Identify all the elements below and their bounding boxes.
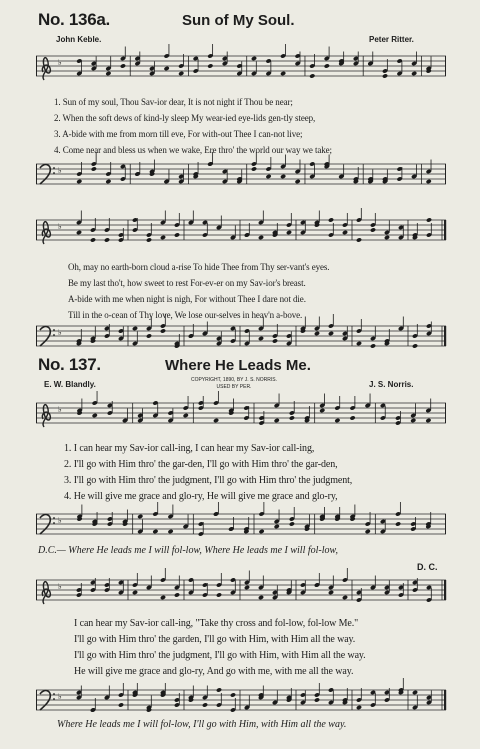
verse-line: 2. When the soft dews of kind-ly sleep My wear-ied eye-lids gen-tly steep, xyxy=(54,113,316,123)
note-head xyxy=(91,166,97,171)
note-head xyxy=(356,341,362,346)
verse-line: 1. I can hear my Sav-ior call-ing, I can hear my Sav-ior call-ing, xyxy=(64,443,315,454)
note-head xyxy=(365,529,371,534)
note-head xyxy=(146,333,152,338)
note-head xyxy=(76,179,82,184)
verse-line: 1. Sun of my soul, Thou Sav-ior dear, It is not night if Thou be near; xyxy=(54,97,293,107)
closing-line: Where He leads me I will fol-low, I'll go with Him, with Him all the way. xyxy=(57,719,347,730)
note-head xyxy=(132,590,138,595)
note-head xyxy=(411,71,417,76)
note-head xyxy=(152,529,158,534)
note-head xyxy=(160,328,166,333)
verse-line: 3. A-bide with me from morn till eve, For with-out Thee I can-not live; xyxy=(54,129,303,139)
note-head xyxy=(280,174,286,179)
note-head xyxy=(265,174,271,179)
verses-block xyxy=(64,441,352,505)
key-signature-icon: ♭ xyxy=(58,166,62,175)
note-head xyxy=(356,705,362,710)
treble-staff xyxy=(36,212,446,260)
note-head xyxy=(174,592,180,597)
final-bar xyxy=(444,580,446,600)
note-head xyxy=(370,343,376,348)
key-signature-icon: ♭ xyxy=(58,692,62,701)
note-head xyxy=(76,230,82,235)
final-bar xyxy=(444,220,446,240)
note-head xyxy=(328,217,334,222)
hymn-number: No. 137. xyxy=(38,355,101,374)
clef-dot xyxy=(53,698,55,700)
note-head xyxy=(274,418,280,423)
final-bar xyxy=(444,326,446,346)
note-head xyxy=(202,702,208,707)
key-signature-icon: ♭ xyxy=(58,405,62,414)
clef-dot xyxy=(53,172,55,174)
verse-line: Till in the o-cean of Thy love, We lose our-selves in heav'n a-bove. xyxy=(68,310,303,320)
verses-block xyxy=(68,259,329,323)
note-head xyxy=(183,413,189,418)
note-head xyxy=(251,56,257,61)
note-head xyxy=(384,235,390,240)
note-head xyxy=(412,343,418,348)
note-head xyxy=(356,237,362,242)
bass-staff xyxy=(36,682,446,718)
verse-line: 3. I'll go with Him thro' the judgment, I'll go with Him thro' the judgment, xyxy=(64,475,353,486)
note-head xyxy=(174,232,180,237)
note-head xyxy=(370,227,376,232)
note-head xyxy=(216,687,222,692)
note-head xyxy=(324,63,330,68)
note-head xyxy=(289,521,295,526)
refrain-line: D.C.— Where He leads me I will fol-low, Where He leads me I will fol-low, xyxy=(38,545,338,556)
bass-staff xyxy=(36,318,446,358)
note-head xyxy=(105,71,111,76)
note-head xyxy=(295,179,301,184)
clef-dot xyxy=(53,167,55,169)
note-head xyxy=(426,217,432,222)
bass-staff xyxy=(36,156,446,204)
note-head xyxy=(342,595,348,600)
verses-block xyxy=(74,616,366,680)
note-head xyxy=(213,418,219,423)
note-head xyxy=(164,66,170,71)
note-head xyxy=(132,326,138,331)
note-head xyxy=(244,585,250,590)
bass-staff xyxy=(36,506,446,542)
note-head xyxy=(334,418,340,423)
note-head xyxy=(342,230,348,235)
hymn-number: No. 136a. xyxy=(38,10,110,29)
final-bar xyxy=(444,690,446,710)
verse-line: Be my last tho't, how sweet to rest For-ev-er on my Sav-ior's breast. xyxy=(68,278,306,288)
note-head xyxy=(105,179,111,184)
note-head xyxy=(412,690,418,695)
note-head xyxy=(230,692,236,697)
note-head xyxy=(349,415,355,420)
treble-staff xyxy=(36,572,446,618)
hymn-title: Sun of My Soul. xyxy=(182,12,295,29)
note-head xyxy=(258,595,264,600)
note-head xyxy=(120,63,126,68)
note-head xyxy=(258,336,264,341)
clef-dot xyxy=(53,334,55,336)
note-head xyxy=(90,237,96,242)
note-head xyxy=(319,408,325,413)
note-head xyxy=(426,179,432,184)
verse-line: 4. Come near and bless us when we wake, Ere thro' the world our way we take; xyxy=(54,145,332,155)
note-head xyxy=(280,71,286,76)
note-head xyxy=(382,73,388,78)
note-head xyxy=(167,529,173,534)
da-capo-mark: D. C. xyxy=(417,562,438,572)
note-head xyxy=(146,237,152,242)
note-head xyxy=(286,230,292,235)
note-head xyxy=(160,595,166,600)
key-signature-icon: ♭ xyxy=(58,328,62,337)
clef-dot xyxy=(53,522,55,524)
note-head xyxy=(178,71,184,76)
clef-dot xyxy=(53,517,55,519)
verse-line: He will give me grace and glo-ry, And go with me, with me all the way. xyxy=(74,666,354,677)
note-head xyxy=(258,529,264,534)
key-signature-icon: ♭ xyxy=(58,222,62,231)
note-head xyxy=(314,331,320,336)
note-head xyxy=(137,514,143,519)
note-head xyxy=(258,235,264,240)
note-head xyxy=(410,418,416,423)
note-head xyxy=(425,418,431,423)
copyright-notice: COPYRIGHT, 1890, BY J. S. NORRIS. USED BY PER. xyxy=(190,377,278,390)
note-head xyxy=(216,592,222,597)
treble-staff xyxy=(36,48,446,96)
composer-credit: Peter Ritter. xyxy=(369,35,414,44)
note-head xyxy=(309,73,315,78)
note-head xyxy=(314,697,320,702)
note-head xyxy=(274,524,280,529)
note-head xyxy=(118,702,124,707)
key-signature-icon: ♭ xyxy=(58,582,62,591)
verse-line: 4. He will give me grace and glo-ry, He will give me grace and glo-ry, xyxy=(64,491,338,502)
note-head xyxy=(289,415,295,420)
verse-line: 2. I'll go with Him thro' the gar-den, I'll go with Him thro' the gar-den, xyxy=(64,459,338,470)
verse-line: I'll go with Him thro' the judgment, I'll go with Him, with Him all the way. xyxy=(74,650,366,661)
clef-dot xyxy=(53,329,55,331)
note-head xyxy=(328,331,334,336)
verses-block xyxy=(54,94,332,158)
note-head xyxy=(251,166,257,171)
note-head xyxy=(272,338,278,343)
verse-line: I can hear my Sav-ior call-ing, "Take thy cross and fol-low, fol-low Me." xyxy=(74,618,359,629)
hymn-title: Where He Leads Me. xyxy=(165,357,311,374)
verse-line: I'll go with Him thro' the garden, I'll go with Him, with Him all the way. xyxy=(74,634,356,645)
treble-staff xyxy=(36,395,446,445)
note-head xyxy=(160,235,166,240)
composer-credit: J. S. Norris. xyxy=(369,380,414,389)
clef-dot xyxy=(53,693,55,695)
note-head xyxy=(395,521,401,526)
key-signature-icon: ♭ xyxy=(58,58,62,67)
note-head xyxy=(328,590,334,595)
key-signature-icon: ♭ xyxy=(58,516,62,525)
author-credit: John Keble. xyxy=(56,35,102,44)
note-head xyxy=(104,237,110,242)
note-head xyxy=(92,413,98,418)
verse-line: Oh, may no earth-born cloud a-rise To hide Thee from Thy ser-vant's eyes. xyxy=(68,262,330,272)
verse-line: A-bide with me when night is nigh, For without Thee I dare not die. xyxy=(68,294,306,304)
note-head xyxy=(207,63,213,68)
author-credit: E. W. Blandly. xyxy=(44,380,96,389)
